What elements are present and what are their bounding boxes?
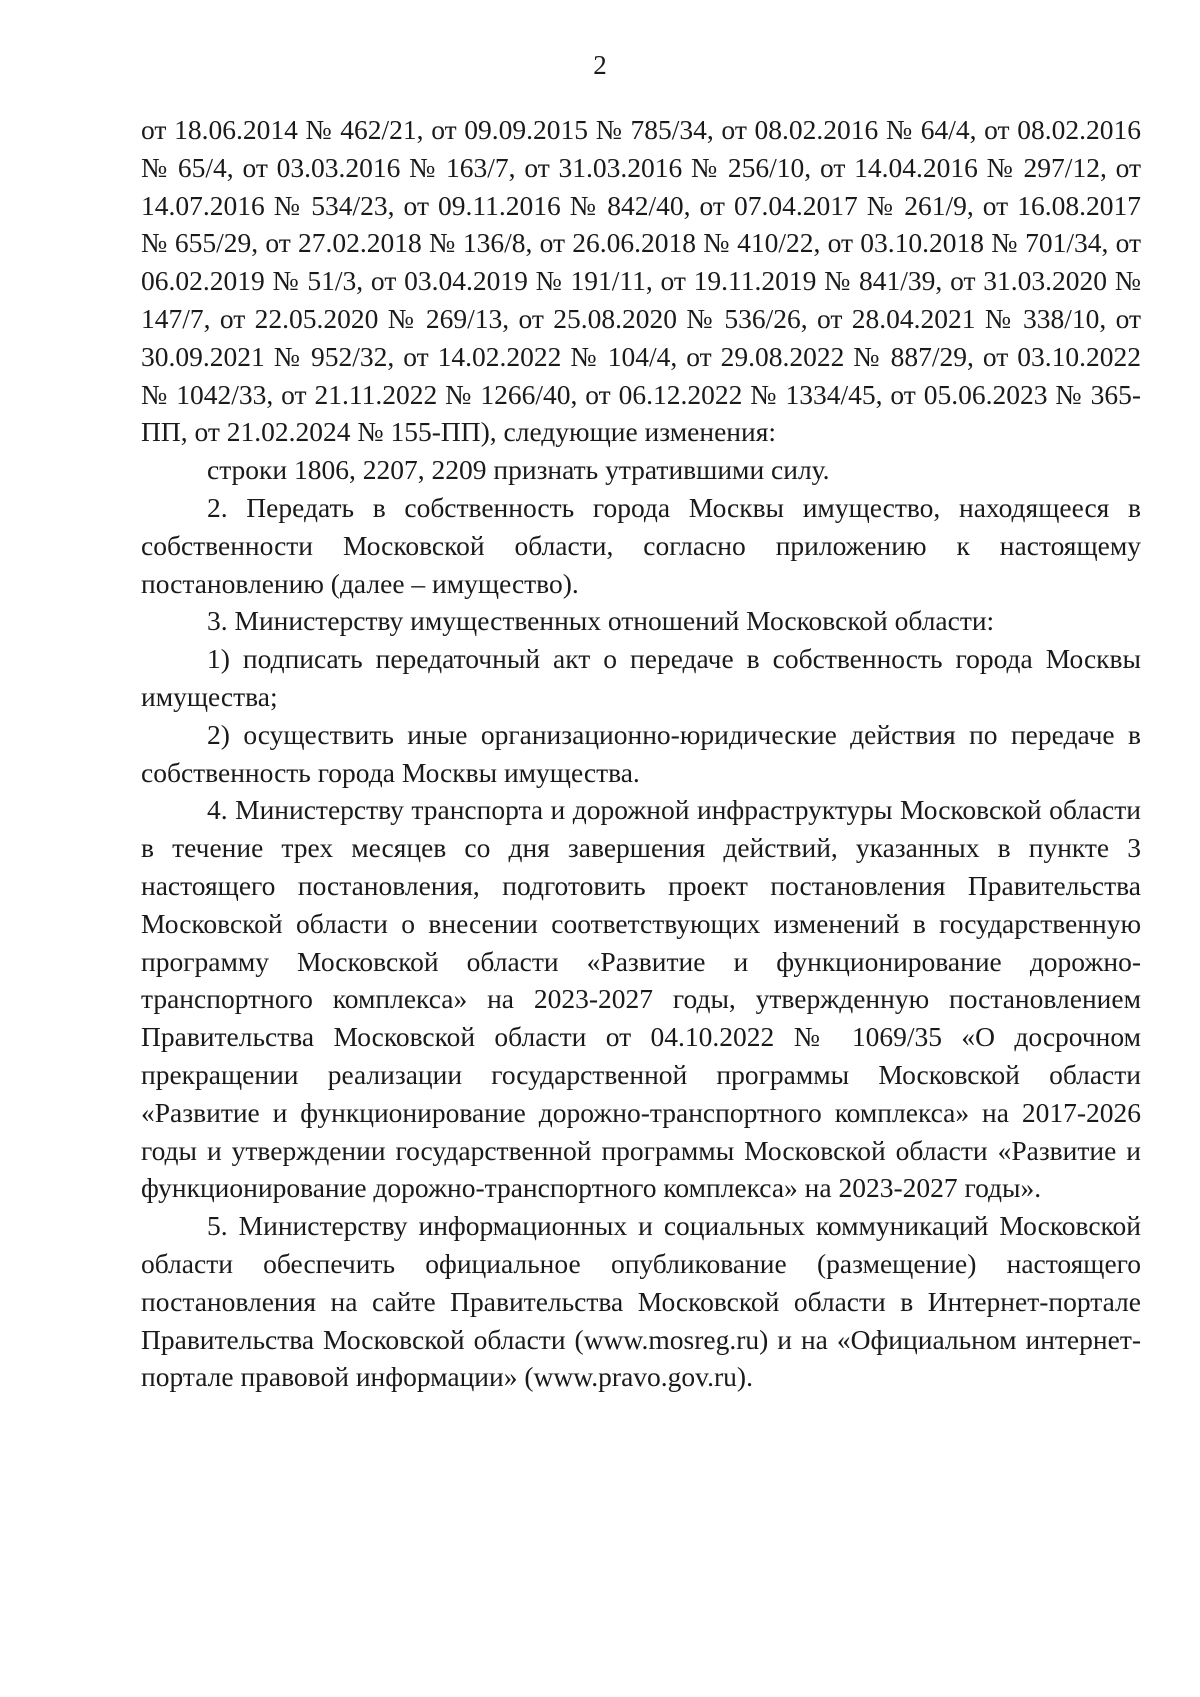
paragraph-item-5-ministry-communications: 5. Министерству информационных и социальных коммуникаций Московской области обеспечить официальное опубликование (размещение) настоящего постановления на сайте Правительства Московской области в Интернет-портале Правительства Московской области (www.mosreg.ru) и на «Официальном интернет-портале правовой информации» (www.pravo.gov.ru). (141, 1210, 1141, 1393)
page-number: 2 (593, 50, 607, 80)
document-body (141, 111, 1141, 1396)
paragraph-lines-invalidated: строки 1806, 2207, 2209 признать утратившими силу. (207, 454, 830, 486)
paragraph-item-4-ministry-transport: 4. Министерству транспорта и дорожной инфраструктуры Московской области в течение трех месяцев со дня завершения действий, указанных в пункте 3 настоящего постановления, подготовить проект постановления Правительства Московской области о внесении соответствующих изменений в государственную программу Московской области «Развитие и функционирование дорожно-транспортного комплекса» на 2023-2027 годы, утвержденную постановлением Правительства Московской области от 04.10.2022 № 1069/35 «О досрочном прекращении реализации государственной программы Московской области «Развитие и функционирование дорожно-транспортного комплекса» на 2017-2026 годы и утверждении государственной программы Московской области «Развитие и функционирование дорожно-транспортного комплекса» на 2023-2027 годы». (141, 794, 1141, 1204)
paragraph-item-2-transfer-property: 2. Передать в собственность города Москвы имущество, находящееся в собственности Московской области, согласно приложению к настоящему постановлению (далее – имущество). (141, 491, 1141, 599)
paragraph-item-3-ministry-property: 3. Министерству имущественных отношений Московской области: (207, 605, 995, 637)
paragraph-item-3-1-sign-act: 1) подписать передаточный акт о передаче в собственность города Москвы имущества; (141, 643, 1141, 712)
paragraph-item-3-2-other-actions: 2) осуществить иные организационно-юридические действия по передаче в собственность города Москвы имущества. (141, 718, 1141, 788)
paragraph-amended-acts-list: от 18.06.2014 № 462/21, от 09.09.2015 № 785/34, от 08.02.2016 № 64/4, от 08.02.2016 № 65/4, от 03.03.2016 № 163/7, от 31.03.2016 № 256/10, от 14.04.2016 № 297/12, от 14.07.2016 № 534/23, от 09.11.2016 № 842/40, от 07.04.2017 № 261/9, от 16.08.2017 № 655/29, от 27.02.2018 № 136/8, от 26.06.2018 № 410/22, от 03.10.2018 № 701/34, от 06.02.2019 № 51/3, от 03.04.2019 № 191/11, от 19.11.2019 № 841/39, от 31.03.2020 № 147/7, от 22.05.2020 № 269/13, от 25.08.2020 № 536/26, от 28.04.2021 № 338/10, от 30.09.2021 № 952/32, от 14.02.2022 № 104/4, от 29.08.2022 № 887/29, от 03.10.2022 № 1042/33, от 21.11.2022 № 1266/40, от 06.12.2022 № 1334/45, от 05.06.2023 № 365-ПП, от 21.02.2024 № 155-ПП), следующие изменения: (141, 114, 1141, 448)
